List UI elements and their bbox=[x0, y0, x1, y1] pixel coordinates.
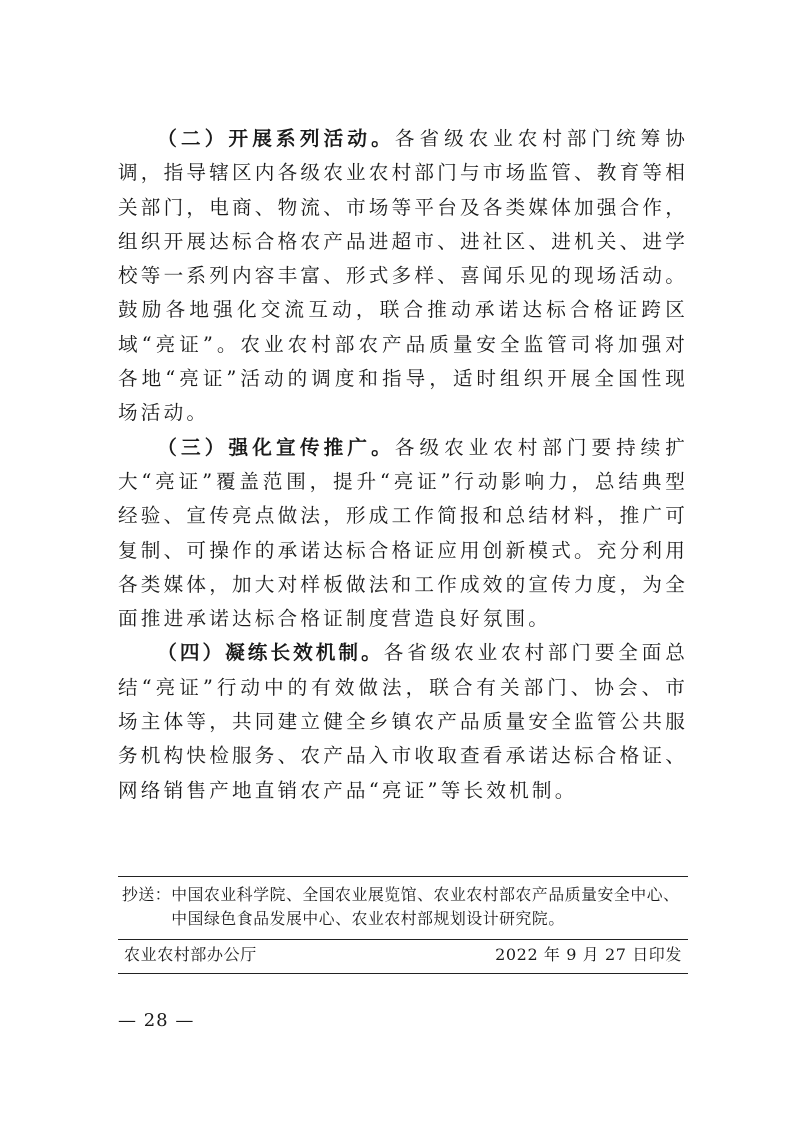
document-body bbox=[118, 122, 688, 808]
paragraph-text: 各省级农业农村部门要全面总结“亮证”行动中的有效做法，联合有关部门、协会、市场主体等，共同建立健全乡镇农产品质量安全监管公共服务机构快检服务、农产品入市收取查看承诺达标合格证、网络销售产地直销农产品“亮证”等长效机制。 bbox=[118, 641, 689, 802]
issuer: 农业农村部办公厅 bbox=[124, 945, 257, 964]
cc-recipients: 中国农业科学院、全国农业展览馆、农业农村部农产品质量安全中心、中国绿色食品发展中心、农业农村部规划设计研究院。 bbox=[171, 885, 680, 928]
paragraph-heading: （二）开展系列活动。 bbox=[157, 127, 395, 150]
issue-date: 2022 年 9 月 27 日印发 bbox=[495, 945, 682, 964]
cc-row bbox=[118, 883, 688, 931]
paragraph-mechanism bbox=[118, 636, 688, 807]
issue-row bbox=[118, 934, 688, 974]
paragraph-text: 各省级农业农村部门统筹协调，指导辖区内各级农业农村部门与市场监管、教育等相关部门，电商、物流、市场等平台及各类媒体加强合作，组织开展达标合格农产品进超市、进社区、进机关、进学校等一系列内容丰富、形式多样、喜闻乐见的现场活动。鼓励各地强化交流互动，联合推动承诺达标合格证跨区域“亮证”。农业农村部农产品质量安全监管司将加强对各地“亮证”活动的调度和指导，适时组织开展全国性现场活动。 bbox=[118, 127, 689, 425]
paragraph-heading: （四）凝练长效机制。 bbox=[157, 641, 384, 665]
paragraph-heading: （三）强化宣传推广。 bbox=[157, 435, 395, 459]
cc-block bbox=[118, 876, 688, 940]
paragraph-activities bbox=[118, 122, 688, 431]
paragraph-publicity bbox=[118, 431, 688, 637]
page-number: — 28 — bbox=[118, 1010, 195, 1031]
cc-label: 抄送： bbox=[122, 885, 172, 904]
paragraph-text: 各级农业农村部门要持续扩大“亮证”覆盖范围，提升“亮证”行动影响力，总结典型经验、宣传亮点做法，形成工作简报和总结材料，推广可复制、可操作的承诺达标合格证应用创新模式。充分利用各类媒体，加大对样板做法和工作成效的宣传力度，为全面推进承诺达标合格证制度营造良好氛围。 bbox=[118, 435, 689, 631]
